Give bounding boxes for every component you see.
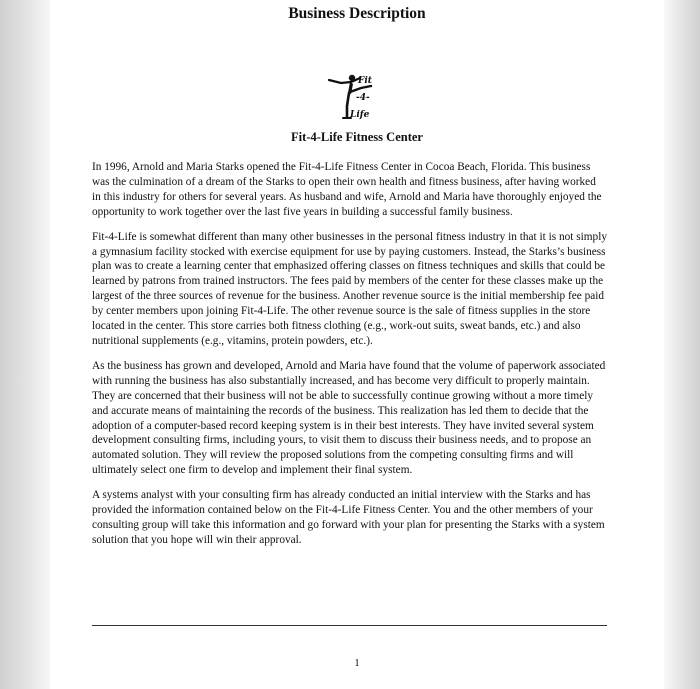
paragraph-assignment: A systems analyst with your consulting firm has already conducted an initial interview with the Starks and has provided the information contained below on the Fit-4-Life Fitness Center. You and the other members of your consulting group will take this information and go forward with your plan for presenting the Starks with a system solution that you hope will win their approval. xyxy=(92,489,605,546)
paragraph-business-model: Fit-4-Life is somewhat different than many other businesses in the personal fitness industry in that it is not simply a gymnasium facility stocked with exercise equipment for use by paying customers. Instead, the Starks’s business plan was to create a learning center that emphasized offering classes on fitness techniques and skills that could be learned by patrons from trained instructors. The fees paid by members of the center for these classes make up the largest of the three sources of revenue for the business. Another revenue source is the initial membership fee paid by center members upon joining Fit-4-Life. The other revenue source is the sale of fitness supplies in the store located in the center. This store carries both fitness clothing (e.g., work-out suits, sweat bands, etc.) and also nutritional supplements (e.g., vitamins, protein powders, etc.). xyxy=(92,230,607,347)
logo-text-4: -4- xyxy=(356,93,370,103)
document-page xyxy=(50,0,664,689)
logo-text-fit: Fit xyxy=(358,76,372,86)
horizontal-rule xyxy=(92,625,607,626)
body-text xyxy=(92,160,607,558)
fit-4-life-logo xyxy=(327,70,381,125)
page-shadow-left xyxy=(0,0,50,689)
paragraph-history: In 1996, Arnold and Maria Starks opened the Fit-4-Life Fitness Center in Cocoa Beach, Florida. This business was the culmination of a dream of the Starks to open their own health and fitness business, after having worked in this industry for others for several years. As husband and wife, Arnold and Maria have thoroughly enjoyed the opportunity to work together over the last five years in building a successful family business. xyxy=(92,161,602,218)
page-number: 1 xyxy=(354,657,360,669)
paragraph-problem: As the business has grown and developed, Arnold and Maria have found that the volume of paperwork associated with running the business has also substantially increased, and has become very difficult to properly maintain. They are concerned that their business will not be able to successfully continue growing without a more timely and accurate means of maintaining the records of the business. This realization has led them to decide that the adoption of a computer-based record keeping system is in their best interests. They have invited several system development consulting firms, including yours, to visit them to discuss their business needs, and to propose an automated solution. They will review the proposed solutions from the competing consulting firms and will ultimately select one firm to develop and implement their final system. xyxy=(92,359,606,477)
page-shadow-right xyxy=(664,0,700,689)
center-name-heading: Fit-4-Life Fitness Center xyxy=(291,130,423,144)
logo-text-life: Life xyxy=(350,110,370,120)
page-title: Business Description xyxy=(288,5,426,22)
